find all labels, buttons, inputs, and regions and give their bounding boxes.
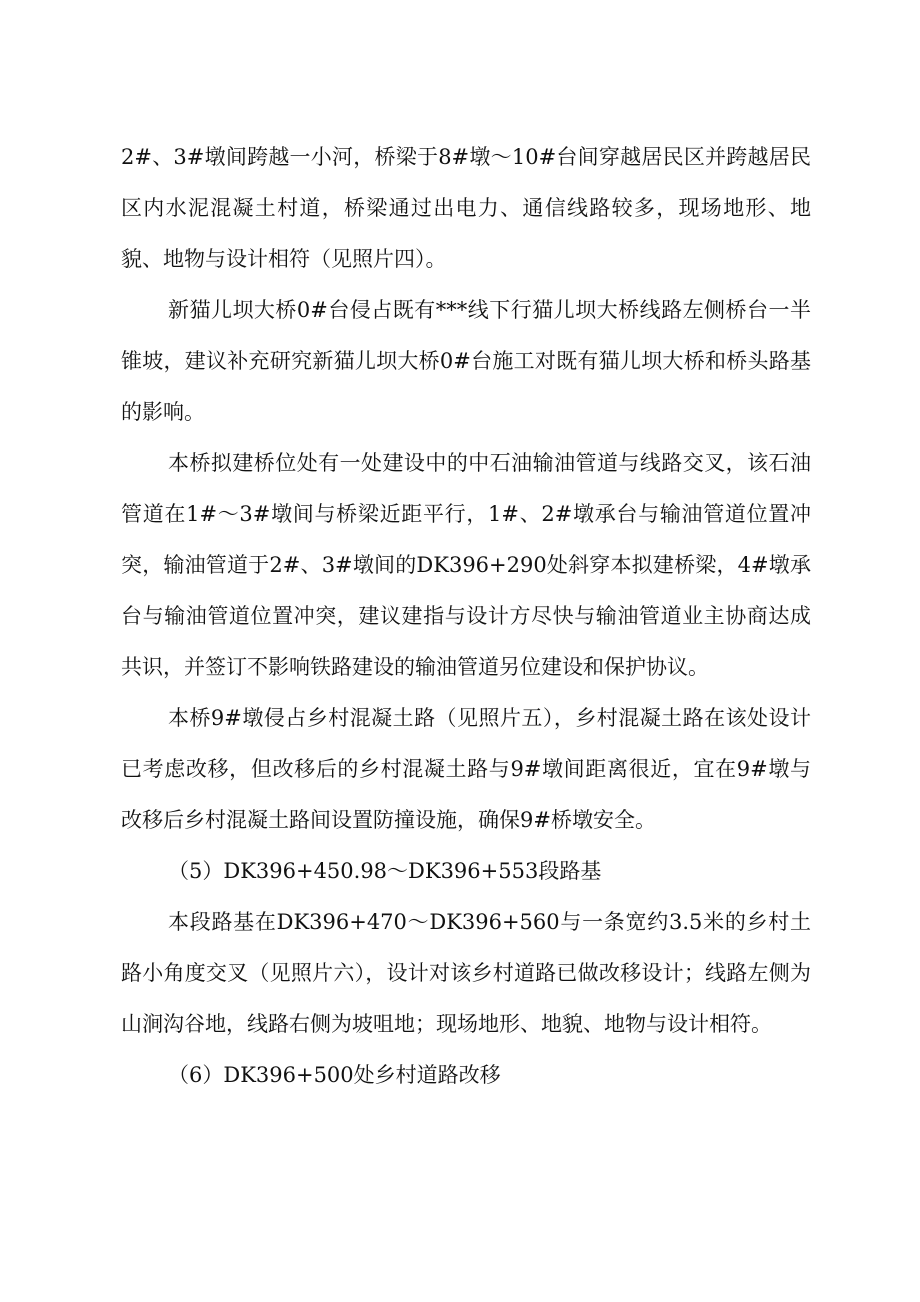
paragraph-abutment-encroachment: 新猫儿坝大桥0#台侵占既有***线下行猫儿坝大桥线路左侧桥台一半锥坡，建议补充研究新猫儿坝大桥0#台施工对既有猫儿坝大桥和桥头路基的影响。	[121, 298, 811, 424]
document-body	[121, 132, 811, 1101]
paragraph-oil-pipeline: 本桥拟建桥位处有一处建设中的中石油输油管道与线路交叉，该石油管道在1#～3#墩间与桥梁近距平行，1#、2#墩承台与输油管道位置冲突，输油管道于2#、3#墩间的DK396+290处斜穿本拟建桥梁，4#墩承台与输油管道位置冲突，建议建指与设计方尽快与输油管道业主协商达成共识，并签订不影响铁路建设的输油管道另位建设和保护协议。	[121, 451, 811, 679]
paragraph-pier-9-road: 本桥9#墩侵占乡村混凝土路（见照片五），乡村混凝土路在该处设计已考虑改移，但改移后的乡村混凝土路与9#墩间距离很近，宜在9#墩与改移后乡村混凝土路间设置防撞设施，确保9#桥墩安全。	[121, 706, 811, 832]
section-6-heading: （6）DK396+500处乡村道路改移	[168, 1063, 501, 1087]
section-5-paragraph: 本段路基在DK396+470～DK396+560与一条宽约3.5米的乡村土路小角度交叉（见照片六），设计对该乡村道路已做改移设计；线路左侧为山涧沟谷地，线路右侧为坡咀地；现场地形、地貌、地物与设计相符。	[121, 910, 811, 1036]
paragraph-bridge-crossing: 2#、3#墩间跨越一小河，桥梁于8#墩～10#台间穿越居民区并跨越居民区内水泥混凝土村道，桥梁通过出电力、通信线路较多，现场地形、地貌、地物与设计相符（见照片四）。	[121, 145, 811, 271]
section-5-heading: （5）DK396+450.98～DK396+553段路基	[168, 859, 602, 883]
